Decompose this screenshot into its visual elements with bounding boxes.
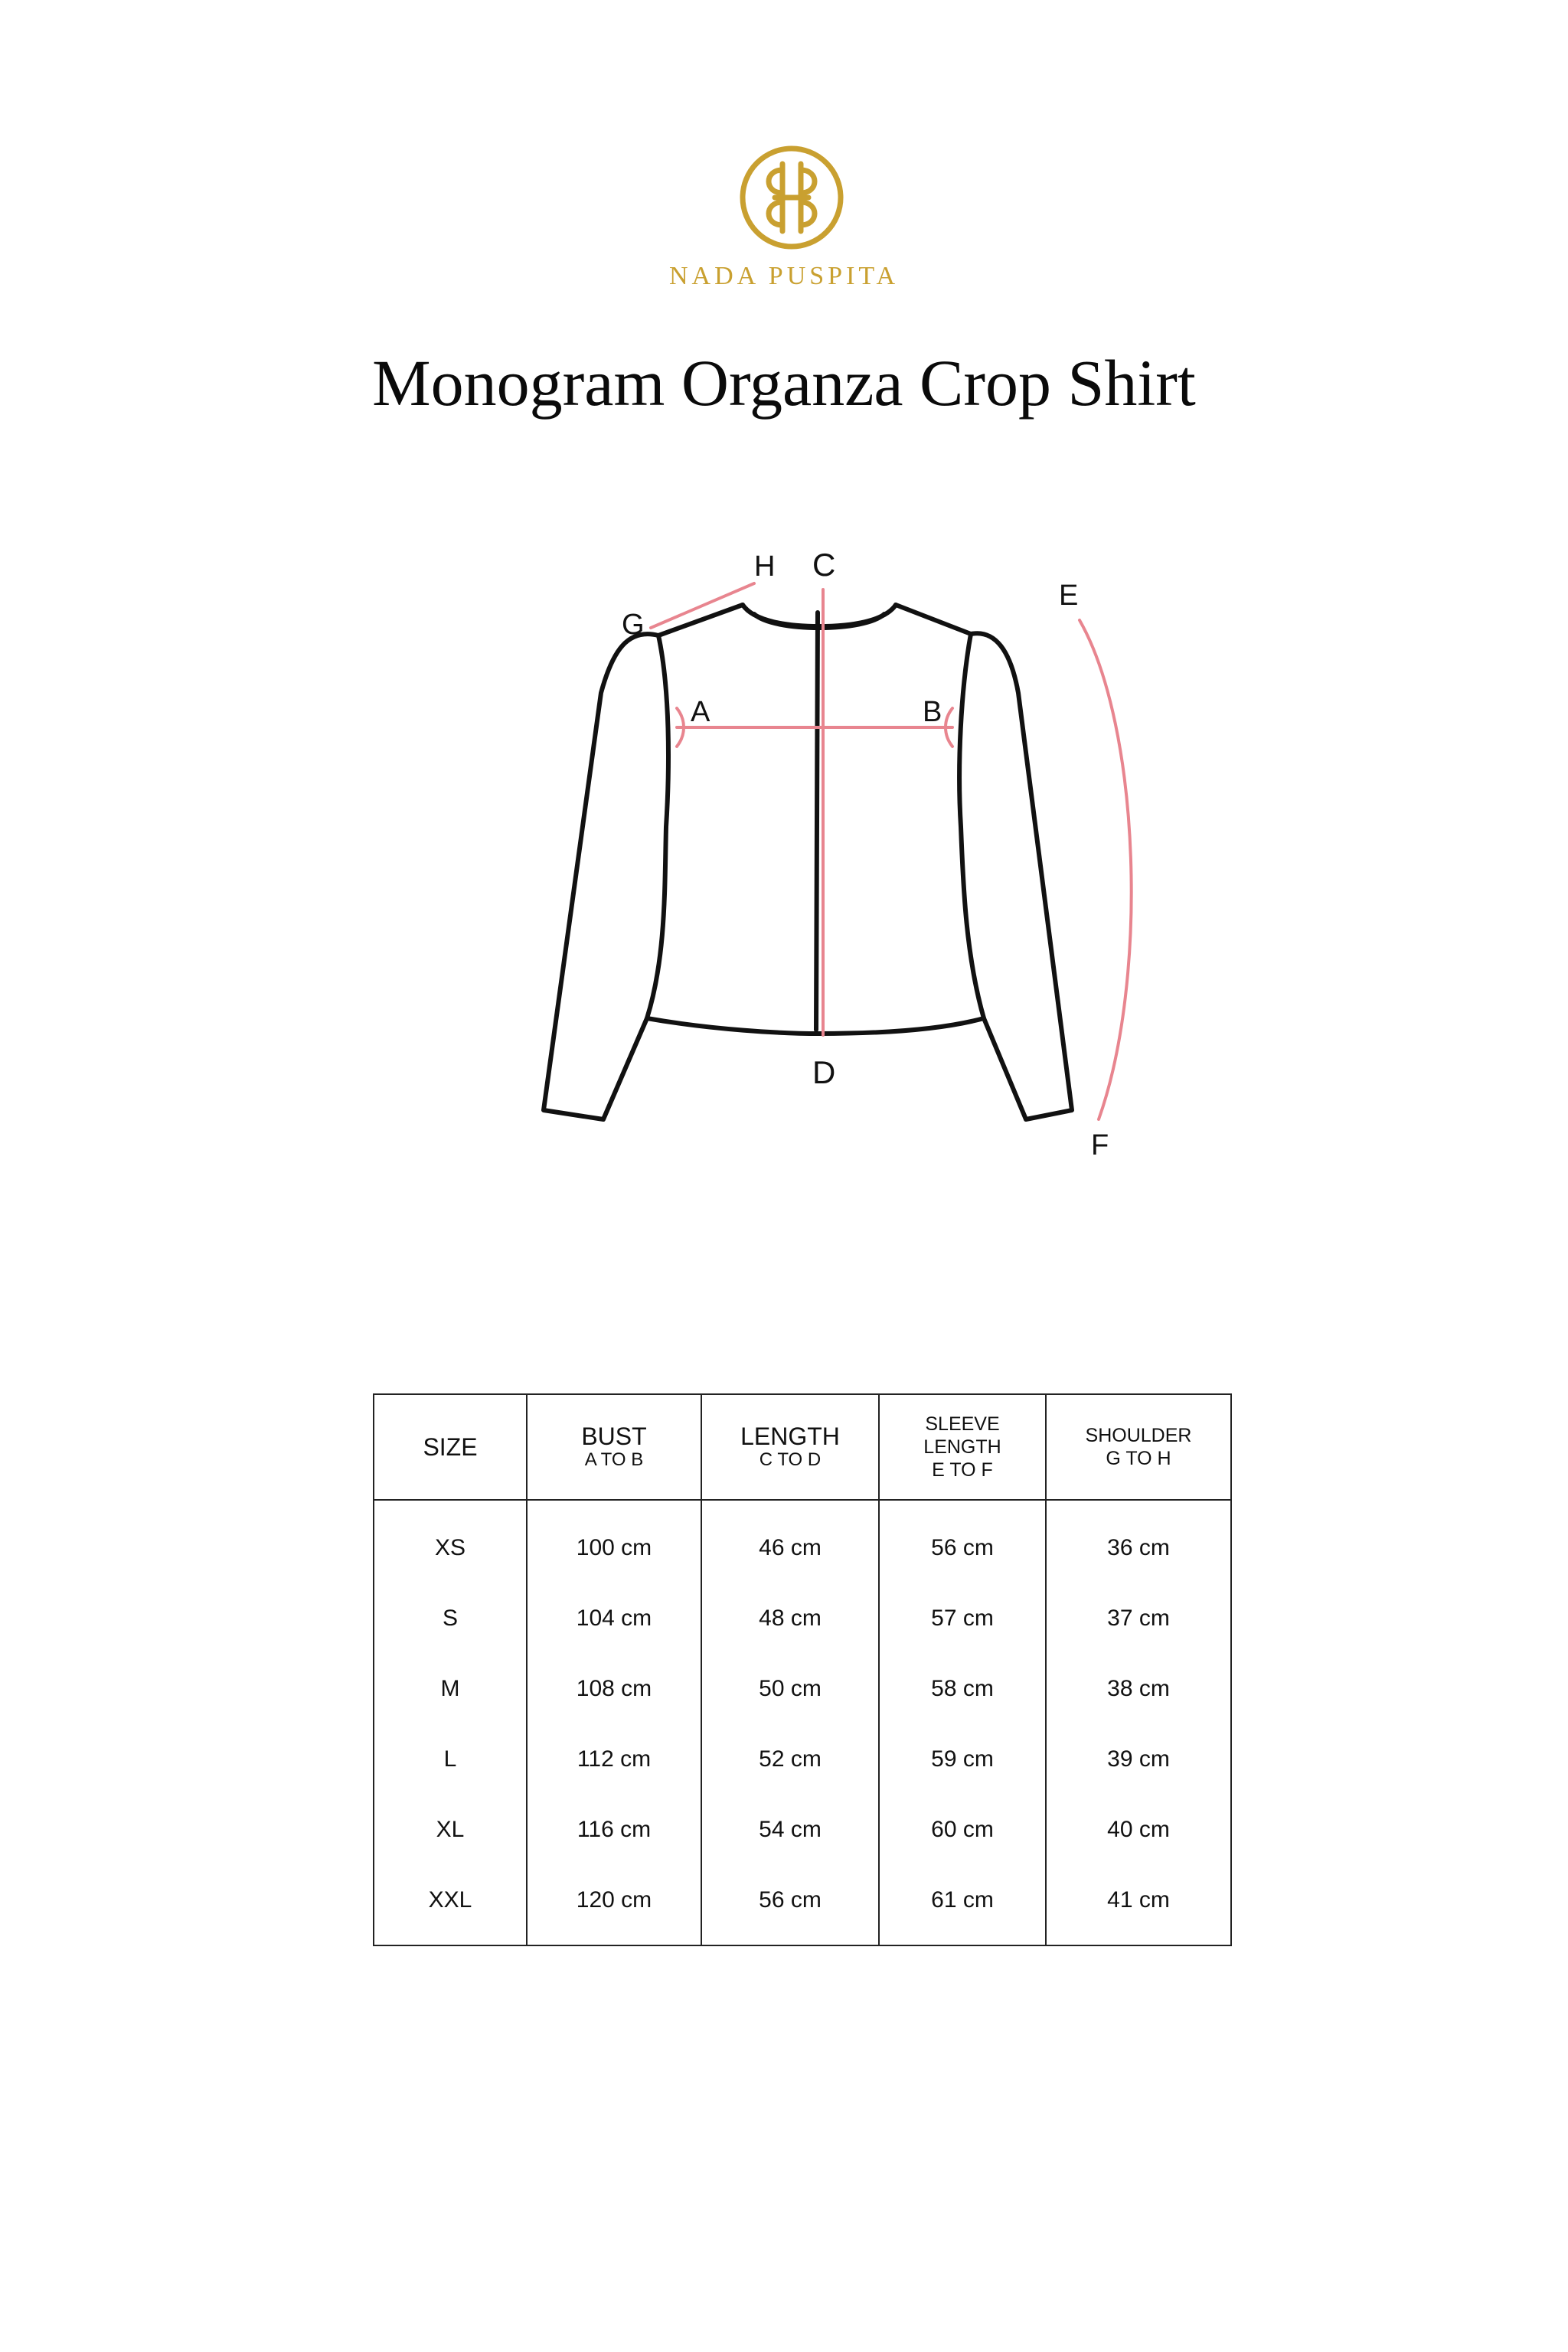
cell-sleeve: 59 cm	[879, 1724, 1046, 1795]
table-row	[374, 1654, 1231, 1724]
header-shoulder: SHOULDER G TO H	[1046, 1394, 1231, 1500]
cell-length: 52 cm	[701, 1724, 879, 1795]
label-h: H	[754, 550, 776, 583]
cell-sleeve: 57 cm	[879, 1583, 1046, 1654]
cell-size: S	[374, 1583, 527, 1654]
cell-sleeve: 61 cm	[879, 1865, 1046, 1945]
crop-shirt-outline-icon	[544, 605, 1072, 1119]
label-c: C	[812, 547, 836, 583]
cell-bust: 120 cm	[527, 1865, 701, 1945]
header-sleeve-length: SLEEVE LENGTH E TO F	[879, 1394, 1046, 1500]
table-row	[374, 1500, 1231, 1583]
cell-bust: 104 cm	[527, 1583, 701, 1654]
size-chart-table	[373, 1393, 1232, 1946]
header-length: LENGTH C TO D	[701, 1394, 879, 1500]
cell-shoulder: 38 cm	[1046, 1654, 1231, 1724]
cell-size: XS	[374, 1500, 527, 1583]
table-row	[374, 1583, 1231, 1654]
cell-bust: 112 cm	[527, 1724, 701, 1795]
cell-length: 50 cm	[701, 1654, 879, 1724]
header-size: SIZE	[374, 1394, 527, 1500]
header-bust: BUST A TO B	[527, 1394, 701, 1500]
cell-bust: 108 cm	[527, 1654, 701, 1724]
cell-bust: 100 cm	[527, 1500, 701, 1583]
cell-shoulder: 39 cm	[1046, 1724, 1231, 1795]
page-title: Monogram Organza Crop Shirt	[372, 346, 1196, 420]
table-row	[374, 1865, 1231, 1945]
cell-shoulder: 40 cm	[1046, 1795, 1231, 1865]
label-a: A	[691, 696, 710, 728]
table-row	[374, 1795, 1231, 1865]
cell-sleeve: 56 cm	[879, 1500, 1046, 1583]
cell-size: XL	[374, 1795, 527, 1865]
label-b: B	[923, 696, 942, 728]
cell-shoulder: 37 cm	[1046, 1583, 1231, 1654]
cell-length: 54 cm	[701, 1795, 879, 1865]
cell-sleeve: 58 cm	[879, 1654, 1046, 1724]
cell-bust: 116 cm	[527, 1795, 701, 1865]
label-e: E	[1059, 580, 1079, 612]
label-d: D	[812, 1054, 836, 1090]
cell-size: XXL	[374, 1865, 527, 1945]
cell-shoulder: 36 cm	[1046, 1500, 1231, 1583]
cell-length: 46 cm	[701, 1500, 879, 1583]
cell-shoulder: 41 cm	[1046, 1865, 1231, 1945]
label-g: G	[622, 609, 645, 641]
cell-sleeve: 60 cm	[879, 1795, 1046, 1865]
cell-size: L	[374, 1724, 527, 1795]
table-header-row	[374, 1394, 1231, 1500]
brand-name: NADA PUSPITA	[668, 262, 900, 290]
measure-lines	[651, 583, 1132, 1119]
label-f: F	[1091, 1129, 1109, 1161]
table-row	[374, 1724, 1231, 1795]
cell-size: M	[374, 1654, 527, 1724]
cell-length: 48 cm	[701, 1583, 879, 1654]
cell-length: 56 cm	[701, 1865, 879, 1945]
